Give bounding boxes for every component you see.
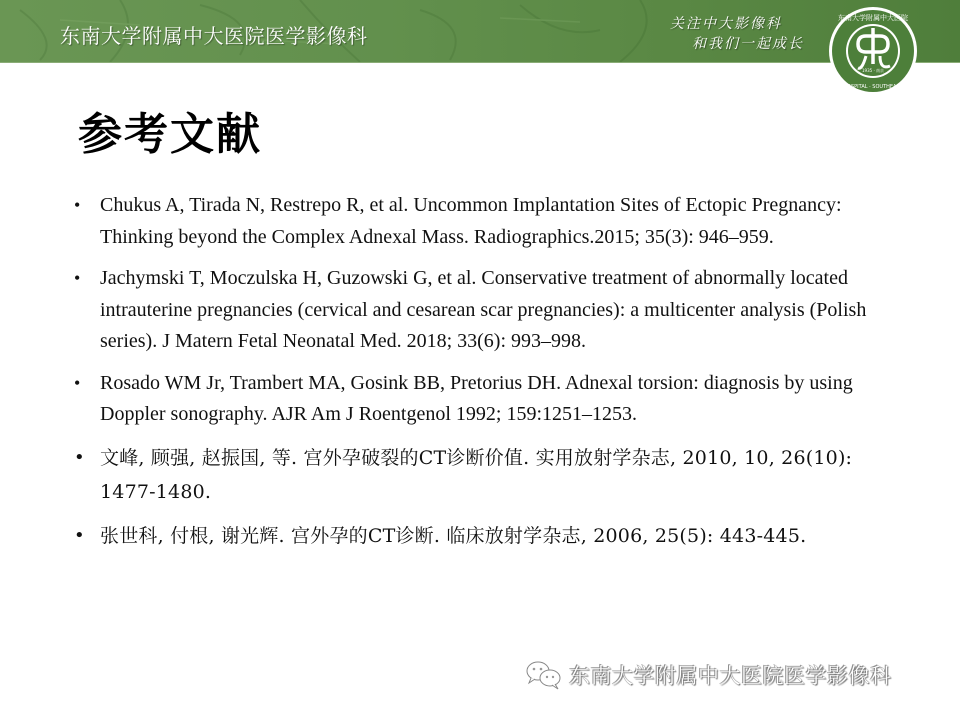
- bullet-icon: •: [74, 268, 81, 288]
- department-title: 东南大学附属中大医院医学影像科: [60, 24, 368, 48]
- reference-item-5: [74, 519, 894, 553]
- reference-text: 张世科, 付根, 谢光辉. 宫外孕的CT诊断. 临床放射学杂志, 2006, 25(5): 443-445.: [100, 524, 807, 547]
- slogan: [670, 14, 804, 54]
- bullet-icon: •: [74, 524, 85, 546]
- reference-text: Chukus A, Tirada N, Restrepo R, et al. Uncommon Implantation Sites of Ectopic Pregnancy: Thinking beyond the Complex Adnexal Mass. Radiographics.2015; 35(3): 946–959.: [100, 194, 842, 248]
- bullet-icon: •: [74, 372, 81, 393]
- page-title: 参考文献: [78, 109, 262, 160]
- wechat-icon: [525, 660, 563, 690]
- reference-text: 文峰, 顾强, 赵振国, 等. 宫外孕破裂的CT诊断价值. 实用放射学杂志, 2010, 10, 26(10): 1477-1480.: [100, 446, 853, 503]
- bullet-icon: •: [74, 446, 85, 468]
- logo-ring-text-bottom: HOSPITAL · SOUTHEAST: [843, 84, 903, 90]
- reference-item-4: [74, 441, 894, 509]
- slogan-line-1: 关注中大影像科: [670, 16, 782, 32]
- bullet-icon: •: [74, 195, 81, 215]
- wechat-watermark: [525, 660, 892, 690]
- reference-text: Rosado WM Jr, Trambert MA, Gosink BB, Pretorius DH. Adnexal torsion: diagnosis by using Doppler sonography. AJR Am J Roentgenol 1992; 159:1251–1253.: [100, 371, 853, 425]
- watermark-text: 东南大学附属中大医院医学影像科: [569, 664, 892, 688]
- logo-ring-text-top: 东南大学附属中大医院: [838, 14, 908, 22]
- reference-item-3: [74, 368, 894, 431]
- header-band: [0, 0, 960, 63]
- logo-year-text: 1935 · 南京: [862, 68, 884, 73]
- hospital-seal-logo: [828, 6, 918, 96]
- reference-item-1: [74, 190, 894, 253]
- reference-text: Jachymski T, Moczulska H, Guzowski G, et al. Conservative treatment of abnormally located intrauterine pregnancies (cervical and cesarean scar pregnancies): a multicenter analysis (Polish series). J Matern Fetal Neonatal Med. 2018; 33(6): 993–998.: [100, 267, 867, 352]
- reference-item-2: [74, 263, 894, 358]
- reference-list: [74, 190, 894, 563]
- slogan-line-2: 和我们一起成长: [692, 36, 804, 52]
